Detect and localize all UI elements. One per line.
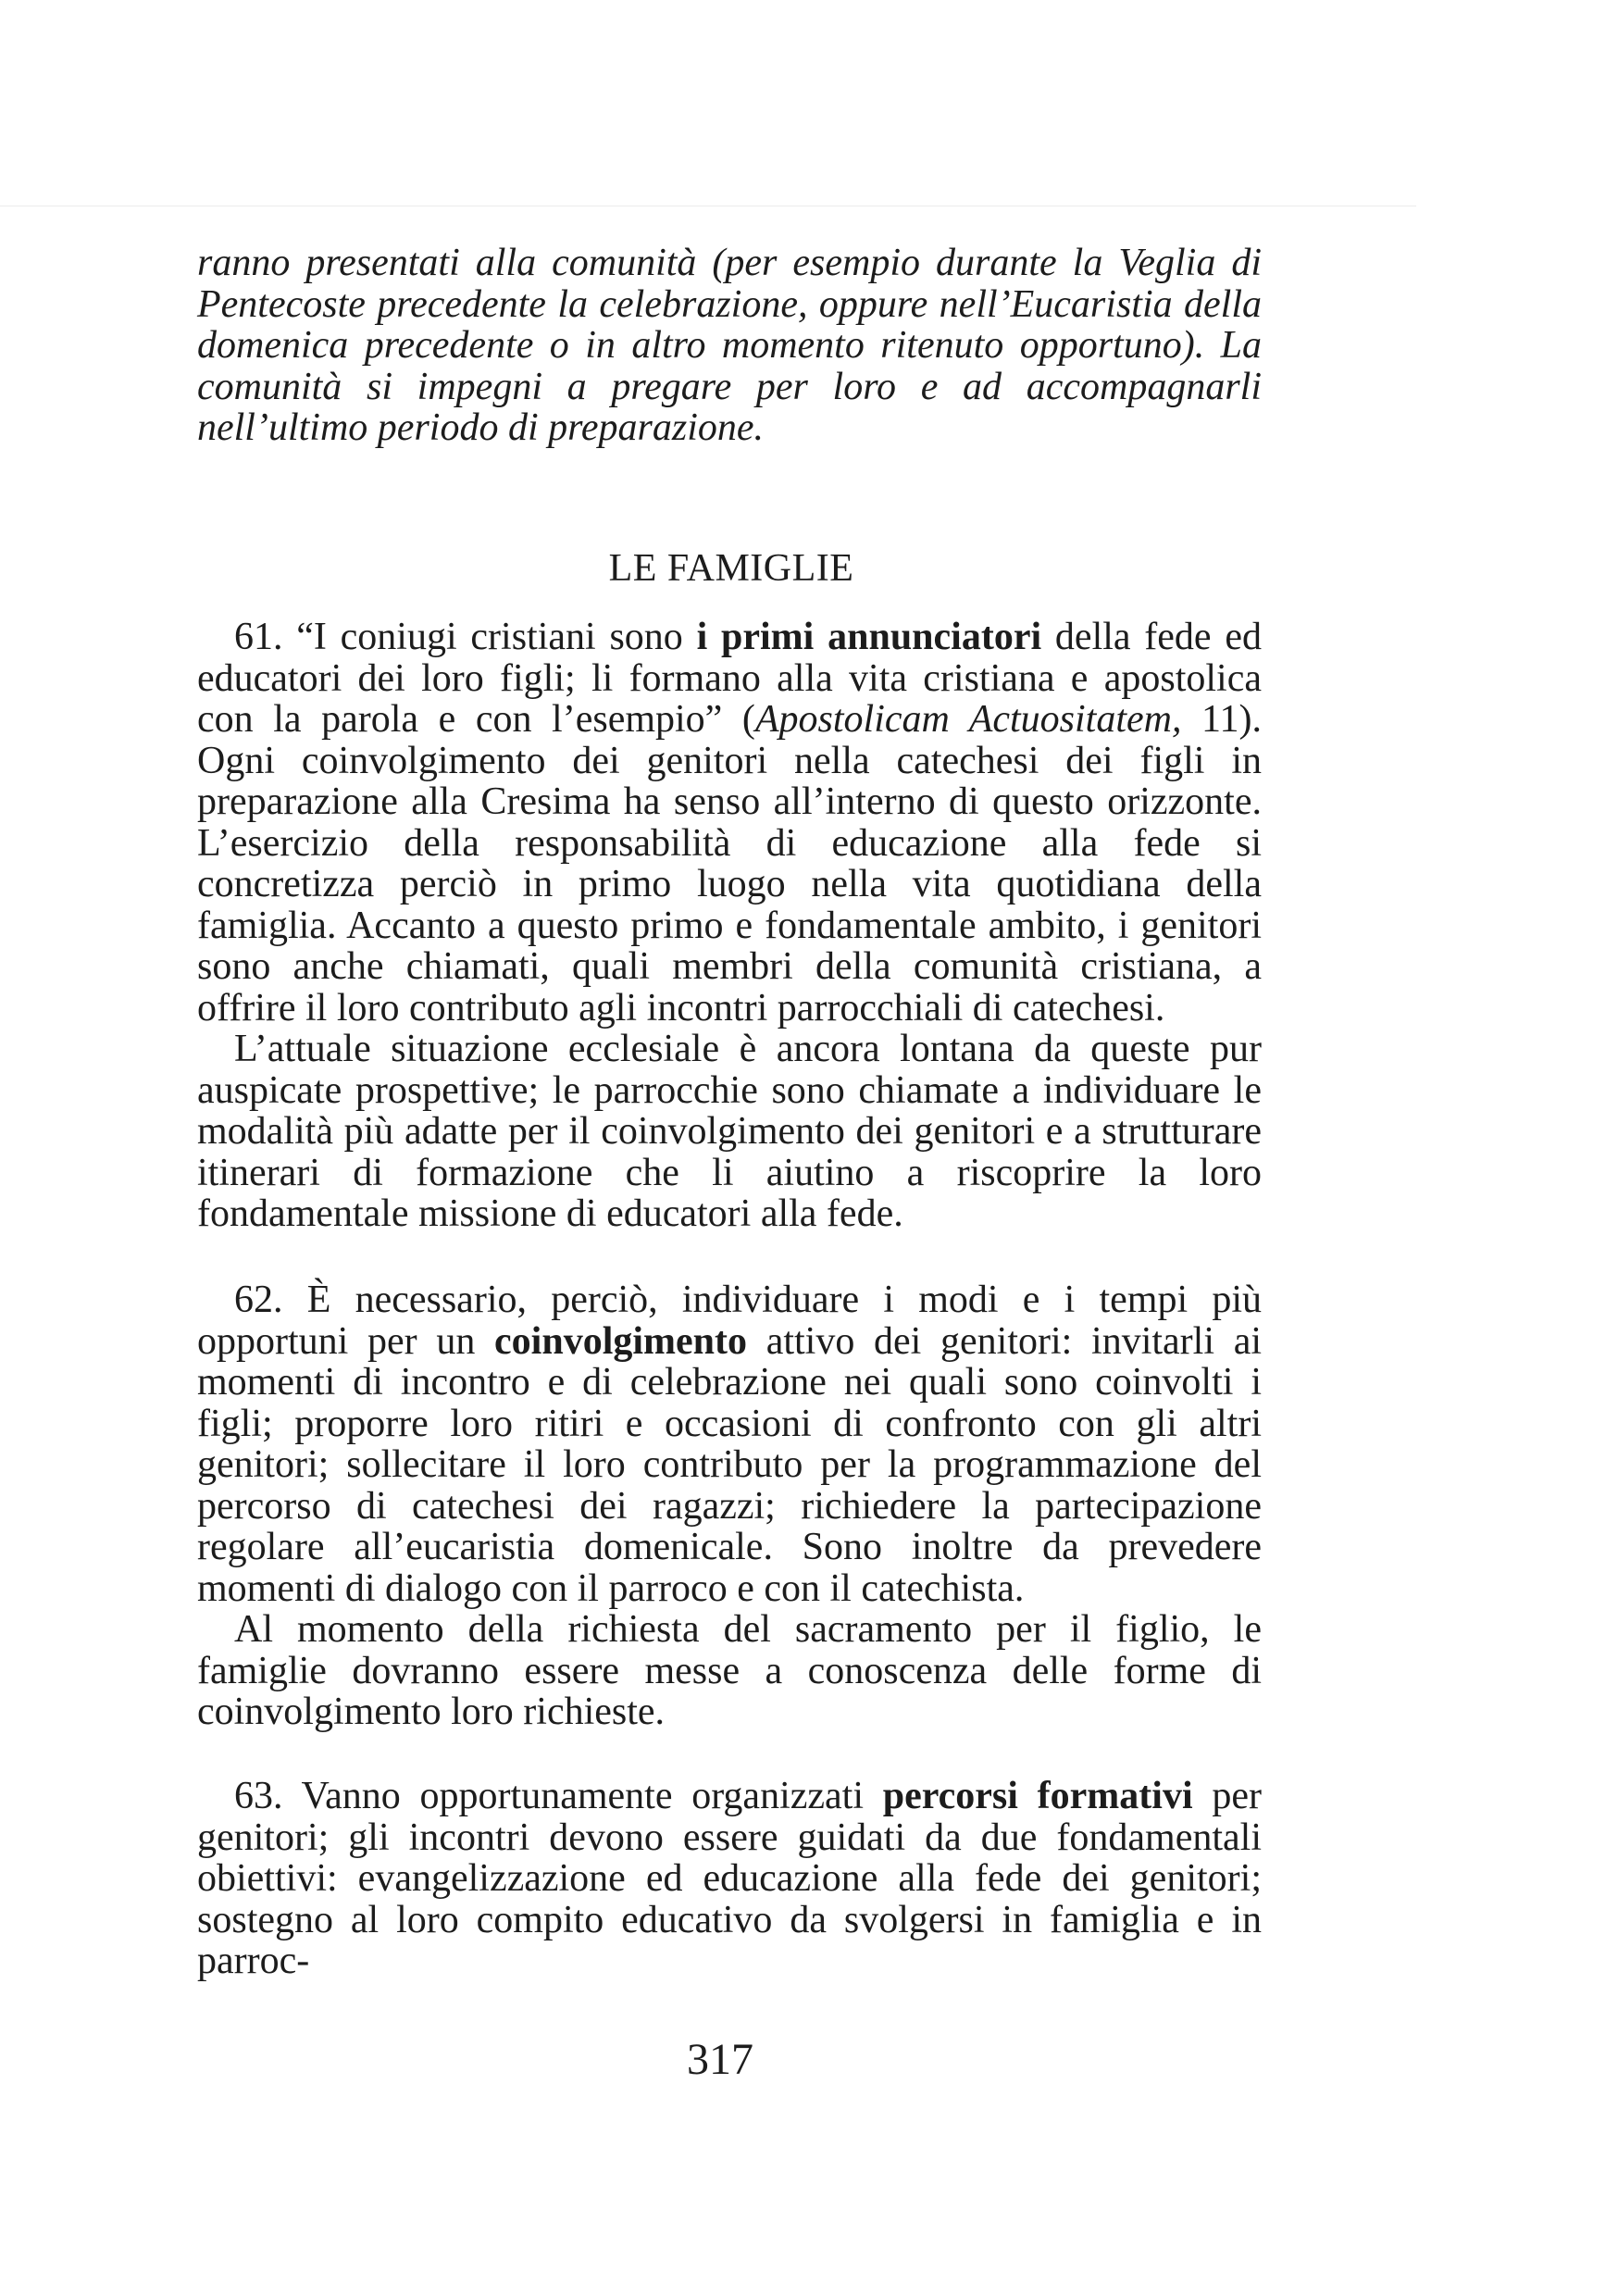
section-62-text-start: 62. È necessario, perciò, individuare i modi e i tempi più opportuni per un (197, 1279, 1262, 1363)
intro-text: ranno presentati alla comunità (per esempio durante la Veglia di Pentecoste precedente la celebrazione, oppure nell’Eucaristia della domenica precedente o in altro momento ritenuto opportuno). La comunità si impegni a pregare per loro e ad accompagnarli nell’ultimo periodo di preparazione. (197, 242, 1262, 449)
section-63-text-start: 63. Vanno opportunamente organizzati (234, 1775, 883, 1817)
section-63-text-end: per genitori; gli incontri devono essere guidati da due fondamentali obiettivi: evangelizzazione ed educazione alla fede dei genitori; sostegno al loro compito educativo da svolgersi in famiglia e in parroc- (197, 1775, 1262, 1982)
section-62 (197, 1279, 1262, 1733)
section-61-text-mid: della fede ed educatori dei loro figli; li formano alla vita cristiana e apostolica con la parola e con l’esempio” ( (197, 616, 1262, 741)
section-62-text-end: attivo dei genitori: invitarli ai momenti di incontro e di celebrazione nei quali sono coinvolti i figli; proporre loro ritiri e occasioni di confronto con gli altri genitori; sollecitare il loro contributo per la programmazione del percorso di catechesi dei ragazzi; richiedere la partecipazione regolare all’eucaristia domenicale. Sono inoltre da prevedere momenti di dialogo con il parroco e con il catechista. (197, 1319, 1263, 1610)
section-62-bold-phrase: coinvolgimento (494, 1319, 748, 1363)
section-61 (197, 617, 1262, 1235)
section-61-bold-phrase: i primi annunciatori (696, 616, 1042, 658)
section-63-paragraph-1 (197, 1776, 1262, 1982)
section-61-paragraph-2: L’attuale situazione ecclesiale è ancora lontana da queste pur auspicate prospettive; le parrocchie sono chiamate a individuare le modalità più adatte per il coinvolgimento dei genitori e a strutturare itinerari di formazione che li aiutino a riscoprire la loro fondamentale missione di educatori alla fede. (197, 1028, 1262, 1235)
section-61-text-end: 11). Ogni coinvolgimento dei genitori nella catechesi dei figli in preparazione alla Cresima ha senso all’interno di questo orizzonte. L’esercizio della responsabilità di educazione alla fede si concretizza perciò in primo luogo nella vita quotidiana della famiglia. Accanto a questo primo e fondamentale ambito, i genitori sono anche chiamati, quali membri della comunità cristiana, a offrire il loro contributo agli incontri parrocchiali di catechesi. (197, 698, 1262, 1029)
section-62-paragraph-2: Al momento della richiesta del sacramento per il figlio, le famiglie dovranno essere messe a conoscenza delle forme di coinvolgimento loro richieste. (197, 1608, 1262, 1733)
section-63-bold-phrase: percorsi formativi (882, 1775, 1193, 1817)
section-62-paragraph-1 (197, 1279, 1262, 1609)
intro-paragraph (197, 243, 1262, 449)
section-61-text-start: 61. “I coniugi cristiani sono (234, 616, 697, 658)
page-number: 317 (687, 2035, 753, 2084)
section-heading: LE FAMIGLIE (608, 547, 854, 590)
section-61-citation: Apostolicam Actuositatem, (754, 698, 1182, 741)
section-61-paragraph-1 (197, 617, 1262, 1029)
section-63 (197, 1776, 1262, 1982)
